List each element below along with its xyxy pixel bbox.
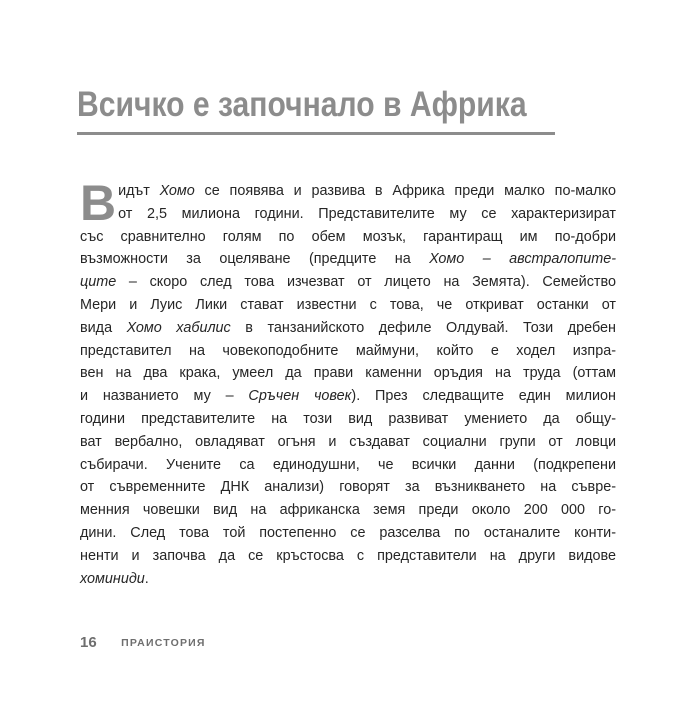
italic-term: Хомо xyxy=(159,183,195,199)
italic-term: Сръчен човек xyxy=(248,388,352,405)
drop-cap: В xyxy=(80,175,117,231)
chapter-title: Всичко е започнало в Африка xyxy=(77,85,527,124)
paragraph-line: от съвременните ДНК анализи) говорят за възникването на съвре- xyxy=(80,479,616,496)
paragraph-line: събирачи. Учените са единодушни, че всички данни (подкрепени xyxy=(80,456,616,473)
title-underline xyxy=(77,132,555,135)
paragraph-line: вен на два крака, умеел да прави каменни оръдия на труда (оттам xyxy=(80,365,616,382)
italic-term: Хомо – австралопите- xyxy=(429,251,617,268)
paragraph-line: хоминиди. xyxy=(80,570,149,587)
paragraph-line: представител на човекоподобните маймуни, който е ходел изпра- xyxy=(80,342,616,359)
paragraph-line: ват вербално, овладяват огъня и създават социални групи от ловци xyxy=(80,433,616,450)
paragraph-line: ците – скоро след това изчезват от лицето на Земята). Семейство xyxy=(80,274,616,291)
paragraph-line: от 2,5 милиона години. Представителите му се характеризират xyxy=(118,205,616,222)
paragraph-line: Мери и Луис Лики стават известни с това, че откриват останки от xyxy=(80,296,616,313)
paragraph-line: дини. След това той постепенно се разселва по останалите конти- xyxy=(80,524,616,541)
paragraph-line: възможности за оцеляване (предците на Хомо – австралопите- xyxy=(80,251,617,268)
paragraph-line: години представителите на този вид развиват умението да общу- xyxy=(80,410,616,427)
paragraph-line: менния човешки вид на африканска земя преди около 200 000 го- xyxy=(80,502,616,519)
italic-term: Хомо хабилис xyxy=(126,319,231,336)
chapter-title-block xyxy=(77,83,555,127)
paragraph-line: и названието му – Сръчен човек). През следващите един милион xyxy=(80,388,616,405)
paragraph-line: вида Хомо хабилис в танзанийското дефиле Олдувай. Този дребен xyxy=(80,319,616,336)
paragraph-line: със сравнително голям по обем мозък, гарантиращ им по-добри xyxy=(80,228,616,245)
italic-term: хоминиди xyxy=(80,570,145,587)
paragraph-line: ненти и започва да се кръстосва с представители на други видове xyxy=(80,547,616,564)
page-footer xyxy=(80,634,206,652)
page-number: 16 xyxy=(80,634,97,651)
italic-term: ците xyxy=(80,274,117,291)
body-paragraph xyxy=(80,175,617,590)
running-section-title: ПРАИСТОРИЯ xyxy=(121,637,206,649)
paragraph-line: Видът Хомо се появява и развива в Африка преди малко по-малко xyxy=(80,175,616,231)
